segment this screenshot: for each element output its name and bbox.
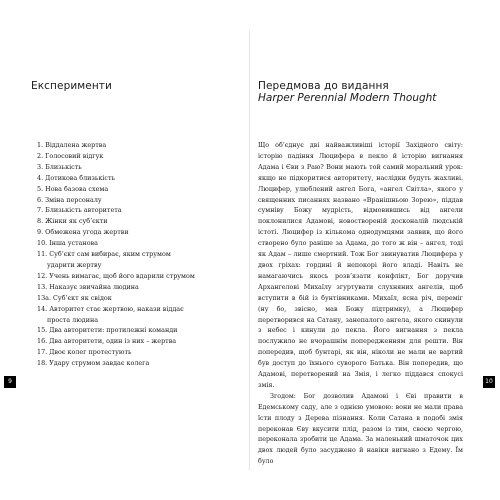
toc-item	[37, 249, 237, 271]
preface-paragraph: Згодом: Бог дозволив Адамові і Єві правити в Едемському саду, але з однією умовою: вони не мали права їсти плоду з Дерева пізнання. Коли Сатана в подобі змія переконав Єву вкусити плід, разом із тим, своєю чергою, переконала зробити це Адама. За маленький шматочок цих двох людей було засуджено й навіки вигнано з Едему. Їм було	[258, 392, 463, 466]
toc-item-text: 18. Удару струмом завдає колега	[37, 359, 150, 368]
toc-item-text: 8. Жінки як суб’єкти	[37, 217, 108, 226]
toc-item	[37, 238, 237, 249]
right-page-subtitle: Harper Perennial Modern Thought	[258, 92, 437, 104]
toc-item	[37, 216, 237, 227]
right-page	[250, 0, 500, 500]
toc-item	[37, 173, 237, 184]
toc-item-text: 14. Авторитет стає жертвою, накази віддає	[37, 304, 184, 313]
toc-item-text: 3. Близькість	[37, 162, 82, 171]
toc-item-text: 10. Інша установа	[37, 239, 98, 248]
toc-item-text: 17. Двоє колег протестують	[37, 348, 132, 357]
preface-body	[258, 141, 463, 468]
toc-item-text: 13а. Суб’єкт як свідок	[37, 293, 112, 302]
toc-item	[37, 282, 237, 293]
toc-item-text: 5. Нова базова схема	[37, 184, 109, 193]
toc-item-text: 12. Учень вимагає, щоб його вдарили струмом	[37, 271, 195, 280]
toc-item-continuation: проста людина	[47, 315, 99, 324]
left-page-title: Експерименти	[31, 80, 112, 92]
toc-item	[37, 184, 237, 195]
toc-item	[37, 227, 237, 238]
experiments-list	[37, 140, 237, 369]
toc-item	[37, 151, 237, 162]
toc-item	[37, 195, 237, 206]
toc-item-text: 16. Два авторитети, один із них – жертва	[37, 337, 177, 346]
toc-item-text: 6. Зміна персоналу	[37, 195, 102, 204]
toc-item-text: 11. Суб’єкт сам вибирає, яким струмом	[37, 250, 171, 259]
preface-paragraph: Що об’єднує дві найважливіші історії Західного світу: історію падіння Люцифера в пекло й історію вигнання Адама і Єви з Раю? Вони мають той самий моральний урок: якщо не підкоритися авторитету, наслідки будуть жахливі. Люцифер, улюблений ангел Бога, «ангел Світла», якого у священних писаннях названо «Вранішньою Зорею», піддав сумніву Божу мудрість, відмовившись від ангели поклонилися Адамові, новоствореній досконалій людській істоті. Люцифер із кількома однодумцями заявив, що його створено було раніше за Адама, до того ж він – ангел, тоді як Адам – лише смертний. Тож Бог звинуватив Люцифера у двох гріхах: гордині й непокорі його владі. Навіть не намагаючись якось розв’язати конфлікт, Бог доручив Архангелові Михаїлу згуртувати слухняних ангелів, щоб вступити в бій із бунтівниками. Михаїл, ясна річ, переміг (ну бо, звісно, мав Божу підтримку), а Люцифер перетворився на Сатану, занепалого ангела, якого скинули з небес і кинули до пекла. Його вигнання з пекла послужило не вчорашнім попередженням для решти. Він попередив, щоб бунтарі, як він, ніколи не мали не вартий був доступ до їхнього суворого Батька. Він попередив, що Адамові, перетворений на Змія, і легко піддався спокусі змія.	[258, 142, 463, 389]
toc-item	[37, 271, 237, 282]
toc-item	[37, 358, 237, 369]
page-number-left: 9	[4, 376, 16, 388]
page-number-right: 10	[483, 376, 495, 388]
right-page-title: Передмова до видання	[258, 80, 389, 92]
toc-item	[37, 140, 237, 151]
toc-item	[37, 336, 237, 347]
toc-item-text: 9. Обмежена угода жертви	[37, 228, 129, 237]
toc-item-text: 15. Два авторитети: протилежні команди	[37, 326, 178, 335]
toc-item-text: 2. Голосовий відгук	[37, 151, 104, 160]
toc-item	[37, 293, 237, 304]
toc-item-text: 7. Близькість авторитета	[37, 206, 122, 215]
toc-item-text: 4. Дотикова близькість	[37, 173, 116, 182]
toc-item	[37, 347, 237, 358]
toc-item	[37, 325, 237, 336]
toc-item-continuation: ударити жертву	[47, 260, 102, 269]
toc-item-text: 1. Віддалена жертва	[37, 141, 107, 149]
toc-item	[37, 304, 237, 326]
toc-item-text: 13. Наказує звичайна людина	[37, 282, 139, 291]
toc-item	[37, 205, 237, 216]
toc-item	[37, 162, 237, 173]
